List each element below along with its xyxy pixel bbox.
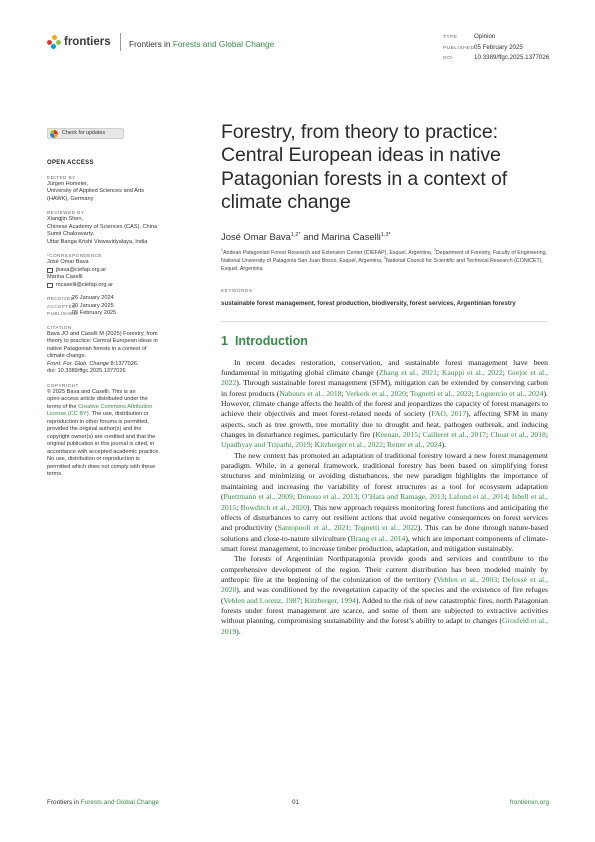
frontiers-logo-icon bbox=[47, 35, 61, 49]
citation-section bbox=[47, 324, 195, 376]
citation-journal: Front. For. Glob. Change bbox=[47, 360, 109, 367]
copyright-line: open-access article distributed under the bbox=[47, 396, 148, 402]
paragraph bbox=[221, 451, 548, 554]
author-affiliation-sup: 1,2* bbox=[290, 232, 301, 239]
edited-by-section bbox=[47, 174, 195, 204]
citation-line: native Patagonian forests in a context of bbox=[47, 345, 147, 352]
paragraph-text: ; bbox=[406, 388, 411, 398]
affiliations: $^1$Andean Patagonian Forest Research and Extension Center (CIEFAP), Esquel, Argentina, $^2$Department of Forestry, Faculty of Engineering, National University of Patagonia San Juan Bosco, Esquel, Argentina, $^3$National Council for Scientific and Technical Research (CONICET), Esquel, Argentina bbox=[221, 248, 548, 273]
accepted-date: 20 January 2025 bbox=[72, 302, 114, 309]
editor-line: Jürgen Homeier, bbox=[47, 180, 89, 187]
citation-link[interactable]: Grosfeld et al., 2019 bbox=[221, 616, 548, 636]
article-main bbox=[221, 121, 548, 637]
citation-link[interactable]: Defossé et al., 2020 bbox=[221, 574, 549, 595]
citation-link[interactable]: Bowditch et al., 2020 bbox=[240, 502, 307, 512]
paragraph-text: ). This can be done through nature-based solutions and close-to-nature silviculture ( bbox=[221, 523, 549, 543]
citation-link[interactable]: Veblen et al., 2003 bbox=[436, 574, 498, 584]
copyright-line: copyright owner(s) are credited and that the bbox=[47, 433, 156, 440]
paragraph-text: ). Through sustainable forest management (SFM), mitigation can be extended by conserving carbon in forest products ( bbox=[221, 378, 548, 398]
citation-link[interactable]: Santopuoli et al., 2021 bbox=[277, 523, 350, 533]
paragraph-text: ). bbox=[236, 626, 241, 636]
footer-journal-prefix: Frontiers in bbox=[47, 799, 81, 806]
citation-label: CITATION bbox=[47, 324, 72, 330]
reviewed-by-label: REVIEWED BY bbox=[47, 210, 85, 215]
reviewer-line: Xiangjin Shen, bbox=[47, 216, 84, 222]
paragraph-text: ). bbox=[441, 440, 447, 450]
email-icon bbox=[47, 283, 53, 288]
copyright-text: . The use, distribution or bbox=[88, 411, 149, 417]
keywords-list: sustainable forest management, forest production, biodiversity, forest services, Argentinian forestry bbox=[221, 300, 516, 308]
author-list bbox=[221, 231, 548, 242]
citation-link[interactable]: Brang et al., 2014 bbox=[350, 533, 406, 543]
copyright-line: No use, distribution or reproduction is bbox=[47, 456, 140, 462]
reviewed-by-section bbox=[47, 209, 195, 246]
paragraph bbox=[221, 358, 548, 451]
citation-link[interactable]: Lafond et al., 2014 bbox=[448, 492, 508, 502]
citation-link[interactable]: Kitzberger et al., 2022 bbox=[314, 440, 383, 450]
corr-name: José Omar Bava bbox=[47, 259, 89, 265]
reviewer-line: Chinese Academy of Sciences (CAS), China bbox=[47, 223, 158, 230]
citation-link[interactable]: Cailleret et al., 2017 bbox=[422, 430, 486, 440]
article-title: Forestry, from theory to practice: Central European ideas in native Patagonian forests in a context of climate change bbox=[221, 121, 508, 213]
published-date: 05 February 2025 bbox=[72, 310, 117, 316]
open-access-label: OPEN ACCESS bbox=[47, 160, 94, 166]
editor-line: University of Applied Sciences and Arts bbox=[47, 188, 145, 194]
paragraph-text: ). This new approach requires monitoring forest functions and anticipating the effects of disturbances to carry out resilient actions that avoid negative consequences on forest services and productivity ( bbox=[221, 502, 548, 533]
doi-label: DOI bbox=[443, 56, 454, 61]
citation-volume: 8:1377026. bbox=[108, 360, 139, 367]
received-date: 26 January 2024 bbox=[72, 295, 114, 301]
author-affiliation-sup: 1,3* bbox=[380, 232, 391, 239]
corr-email-link[interactable]: mcaselli@ciefap.org.ar bbox=[56, 281, 113, 288]
citation-link[interactable]: FAO, 2017 bbox=[431, 409, 467, 419]
corr-name: Marina Caselli bbox=[47, 274, 83, 280]
citation-link[interactable]: Kitzberger, 1994 bbox=[304, 595, 356, 605]
citation-line: theory to practice: Central European ideas in bbox=[47, 338, 158, 344]
journal-title: Forests and Global Change bbox=[172, 39, 275, 49]
cc-license-link[interactable]: License (CC BY) bbox=[47, 411, 89, 417]
paragraph-text: ; bbox=[502, 368, 508, 378]
copyright-section bbox=[47, 382, 195, 479]
paragraph-text: ; bbox=[507, 492, 512, 502]
paragraph-text: ), affecting SFM in many aspects, such as tree growth, tree mortality due to drought and heat, pathogen outbreak, and inducing changes in disturbance regimes, particularly fire ( bbox=[221, 409, 548, 440]
citation-link[interactable]: Choat et al., 2018 bbox=[490, 430, 546, 440]
doi-value[interactable]: 10.3389/ffgc.2025.1377026 bbox=[474, 54, 550, 61]
affiliation-3: National Council for Scientific and Technical Research (CONICET), Esquel, Argentina bbox=[221, 258, 543, 273]
paragraph-text: ; bbox=[383, 440, 388, 450]
section-number: 1 bbox=[221, 333, 228, 348]
paragraph-text: ; bbox=[436, 368, 442, 378]
paragraph-text: ). Added to the risk of new catastrophic fires, north Patagonian forests under forest management are scarce, and some of them are subjected to extractive activities without planning, compromising sustainability and the forest’s ability to adapt to changes ( bbox=[221, 595, 548, 626]
citation-link[interactable]: Tognetti et al., 2022 bbox=[410, 388, 472, 398]
received-label: RECEIVED bbox=[47, 296, 75, 301]
paragraph-text: ), which are important components of climate-smart forest management, to increase timber production, adaptation, and mitigation sustainably. bbox=[221, 533, 548, 553]
check-for-updates-label: Check for updates bbox=[62, 129, 105, 136]
paragraph-text: ; bbox=[497, 574, 503, 584]
footer-journal bbox=[47, 799, 159, 806]
accepted-label: ACCEPTED bbox=[47, 303, 77, 309]
article-meta bbox=[443, 32, 549, 64]
citation-link[interactable]: Verkerk et al., 2020 bbox=[345, 388, 406, 398]
affiliation-1: Andean Patagonian Forest Research and Extension Center (CIEFAP), Esquel, Argentina, bbox=[223, 250, 434, 257]
corr-email-link[interactable]: jbava@ciefap.org.ar bbox=[56, 266, 107, 273]
logo-text: frontiers bbox=[64, 36, 111, 48]
page-header bbox=[0, 0, 595, 62]
paragraph-text: ; bbox=[418, 430, 423, 440]
body-text bbox=[221, 358, 548, 637]
copyright-line: © 2025 Bava and Caselli. This is an bbox=[47, 388, 136, 395]
published-label: PUBLISHED bbox=[47, 311, 78, 316]
citation-link[interactable]: Nabuurs et al., 2018 bbox=[279, 388, 342, 398]
paragraph-text: ; bbox=[444, 492, 449, 502]
copyright-line: accordance with accepted academic practice. bbox=[47, 448, 160, 455]
citation-line: climate change. bbox=[47, 353, 87, 359]
email-icon bbox=[47, 268, 53, 273]
editor-line: (HAWK), Germany bbox=[47, 195, 94, 202]
paragraph-text: ; bbox=[341, 388, 346, 398]
author-name[interactable]: Marina Caselli bbox=[321, 231, 381, 243]
paragraph-text: ; bbox=[545, 430, 548, 440]
paragraph-text: ), and was conditioned by the revegetation capacity of the species and the existence of fire refuges ( bbox=[221, 585, 548, 605]
footer-journal-name[interactable]: Forests and Global Change bbox=[80, 799, 159, 806]
citation-line: Bava JO and Caselli M (2025) Forestry, from bbox=[47, 330, 158, 337]
citation-link[interactable]: Tognetti et al., 2022 bbox=[353, 523, 418, 533]
section-title: Introduction bbox=[234, 333, 308, 348]
paragraph-text: The forests of Argentinian Northpatagonia provide goods and services and contribute to the comprehensive development of the region. Their current distribution has been modeled mainly by anthropic fire at the beginning of the colonization of the territory ( bbox=[221, 554, 548, 584]
type-label: TYPE bbox=[443, 35, 458, 40]
reviewer-line: Uttar Banga Krishi Viswavidyalaya, India bbox=[47, 238, 148, 245]
citation-link[interactable]: Zhang et al., 2021 bbox=[378, 368, 437, 378]
footer-site-link[interactable]: frontiersin.org bbox=[509, 799, 549, 806]
section-heading bbox=[221, 334, 548, 348]
paragraph-text: ; bbox=[310, 440, 315, 450]
copyright-line: provided the original author(s) and the bbox=[47, 426, 142, 432]
published-label: PUBLISHED bbox=[443, 45, 475, 51]
paragraph-text: ; bbox=[349, 523, 354, 533]
header-divider bbox=[120, 33, 121, 51]
copyright-text: terms of the bbox=[47, 403, 79, 410]
correspondence-label: *CORRESPONDENCE bbox=[47, 253, 102, 258]
citation-link[interactable]: Veblen and Lorenz, 1987 bbox=[223, 595, 301, 605]
citation-link[interactable]: Grejor et al., 2022 bbox=[221, 368, 548, 388]
cc-license-link[interactable]: Creative Commons Attribution bbox=[78, 403, 153, 410]
journal-name[interactable] bbox=[129, 39, 274, 49]
paragraph-text: ; bbox=[236, 502, 241, 512]
dates-section bbox=[47, 295, 195, 318]
correspondence-section bbox=[47, 252, 195, 289]
paragraph-text: ; bbox=[300, 595, 305, 605]
edited-by-label: EDITED BY bbox=[47, 174, 76, 180]
citation-doi[interactable]: doi: 10.3389/ffgc.2025.1377026 bbox=[47, 368, 126, 374]
copyright-line: original publication in this journal is cited, in bbox=[47, 441, 155, 447]
author-name[interactable]: José Omar Bava bbox=[221, 231, 291, 243]
reviewer-line: Sumit Chakravarty, bbox=[47, 231, 95, 237]
article-sidebar bbox=[47, 128, 195, 479]
divider bbox=[221, 321, 548, 322]
author-and: and bbox=[300, 231, 322, 243]
affiliation-2: Department of Forestry, Faculty of Engineering, National University of Patagonia San Juan Bosco, Esquel, Argentina, bbox=[221, 250, 548, 265]
citation-link[interactable]: Kauppi et al., 2022 bbox=[441, 368, 503, 378]
keywords-label: KEYWORDS bbox=[221, 288, 253, 294]
paragraph-text: ). However, climate change affects the health of the forest and jeopardizes the capacity of forest managers to achieve their objectives and meet forest-related needs of society ( bbox=[221, 388, 548, 419]
crossmark-icon bbox=[50, 130, 58, 138]
paragraph-text: In recent decades restoration, conservation, and sustainable forest management have been fundamental in mitigating global climate change ( bbox=[221, 357, 548, 378]
copyright-line: terms. bbox=[47, 471, 63, 477]
citation-link[interactable]: O’Hara and Ramage, 2013 bbox=[361, 492, 445, 502]
type-value: Opinion bbox=[474, 33, 496, 40]
citation-link[interactable]: Puettmann et al., 2009 bbox=[223, 492, 293, 502]
check-for-updates-button[interactable] bbox=[47, 128, 124, 139]
citation-link[interactable]: Loguercio et al., 2024 bbox=[475, 388, 544, 398]
citation-link[interactable]: Upadhyay and Tripathi, 2019 bbox=[221, 440, 311, 450]
paragraph-text: ; bbox=[292, 492, 298, 502]
citation-link[interactable]: Donoso et al., 2013 bbox=[297, 492, 358, 502]
frontiers-logo[interactable] bbox=[47, 35, 111, 49]
journal-prefix: Frontiers in bbox=[129, 39, 171, 49]
page-number: 01 bbox=[292, 799, 300, 806]
citation-link[interactable]: Reiter et al., 2024 bbox=[387, 440, 442, 450]
paragraph-text: ; bbox=[357, 492, 362, 502]
paragraph bbox=[221, 554, 548, 637]
copyright-label: COPYRIGHT bbox=[47, 382, 79, 388]
copyright-line: permitted which does not comply with these bbox=[47, 463, 156, 470]
paragraph-text: ; bbox=[486, 430, 491, 440]
paragraph-text: The new context has promoted an adaptation of traditional forestry toward a new forest management paradigm. While, in a general framework, traditional forestry has been based on simplifying forest structures and minimizing or avoiding disturbances, the new paradigm highlights the importance of maintaining and increasing the variability of forest structures as a tool for ecosystem adaptation ( bbox=[221, 450, 548, 502]
citation-link[interactable]: Isbell et al., 2015 bbox=[221, 492, 548, 512]
copyright-line: reproduction in other forums is permitted, bbox=[47, 418, 149, 425]
paragraph-text: ; bbox=[471, 388, 476, 398]
published-value: 05 February 2025 bbox=[474, 43, 523, 51]
citation-link[interactable]: Keenan, 2015 bbox=[375, 430, 419, 440]
